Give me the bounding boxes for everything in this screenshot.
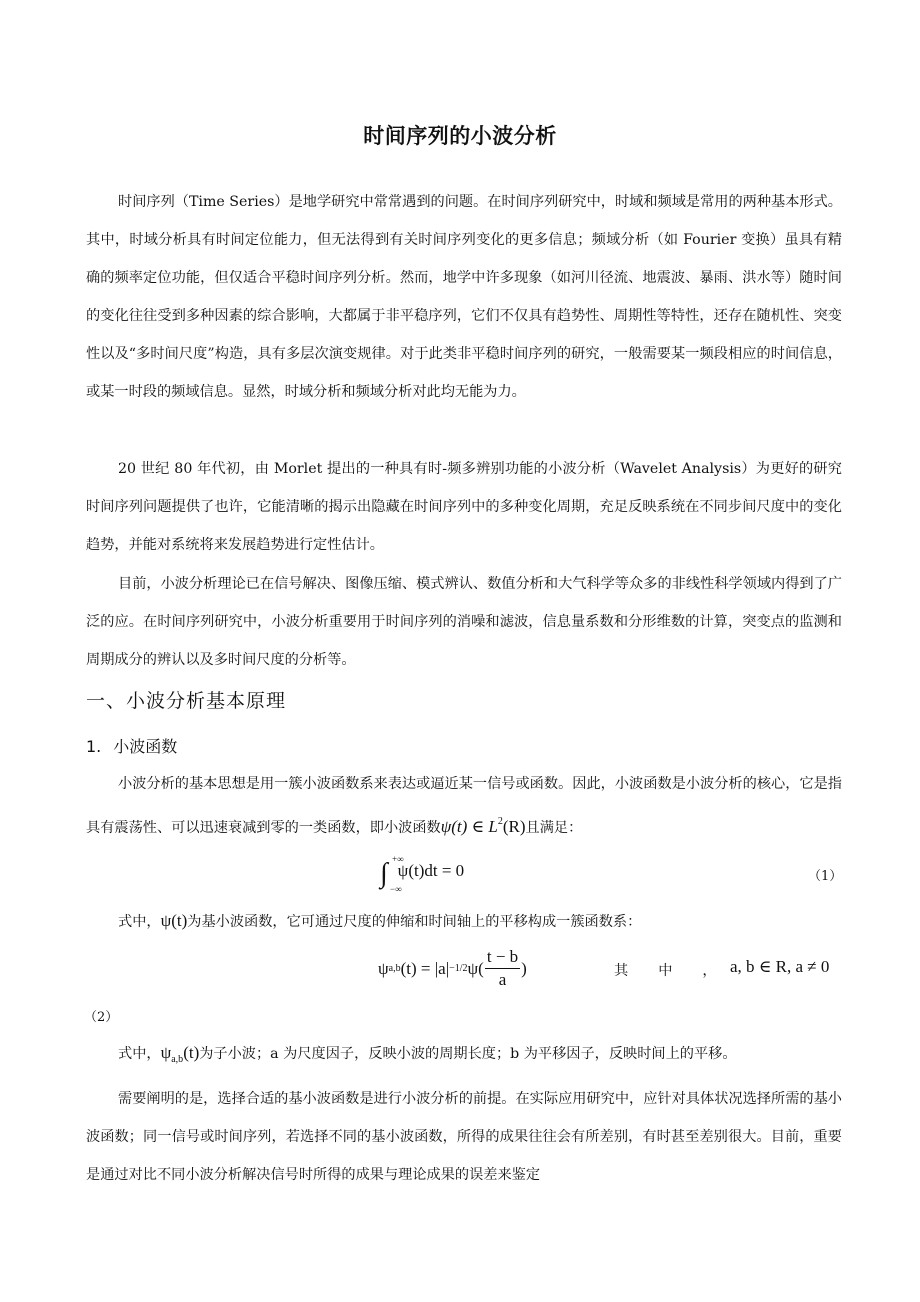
paragraph-choosing-wavelet: 需要阐明的是，选择合适的基小波函数是进行小波分析的前提。在实际应用研究中，应针对具体状况选择所需的基小波函数；同一信号或时间序列，若选择不同的基小波函数，所得的成果往往会有所差别，有时甚至差别很大。目前，重要是通过对比不同小波分析解决信号时所得的成果与理论成果的误差来鉴定 <box>86 1091 842 1183</box>
subsection-heading <box>86 734 177 757</box>
section-heading: 一、小波分析基本原理 <box>86 690 287 712</box>
paragraph-text: 式中， <box>118 914 161 930</box>
formula-exponent: −1/2 <box>449 963 468 974</box>
formula-psi: ψ <box>160 1043 172 1062</box>
fraction-numerator: t − b <box>485 946 520 969</box>
formula-text: ψ(t) ∈ L <box>440 817 498 836</box>
equation-2 <box>378 946 527 991</box>
where-text: 其 <box>614 963 629 979</box>
integral-sign: ∫ +∞ −∞ <box>380 854 404 894</box>
paragraph-text: 式中， <box>118 1046 161 1062</box>
inline-formula-psi: ψ(t) <box>160 911 188 930</box>
fraction-denominator: a <box>498 970 507 989</box>
formula-text: (t) = |a| <box>400 958 450 978</box>
subsection-number: 1. <box>86 737 102 756</box>
formula-text: (t) <box>183 1043 200 1062</box>
equation-2-number: （2） <box>84 1010 119 1025</box>
inline-formula-psi-ab <box>160 1043 200 1065</box>
where-text: 中 <box>658 963 673 979</box>
equation-2-condition: a, b ∈ R, a ≠ 0 <box>730 957 830 976</box>
equation-2-where <box>614 960 747 980</box>
formula-subscript: a,b <box>388 963 401 974</box>
paragraph-text: 为子小波；a 为尺度因子，反映小波的周期长度；b 为平移因子，反映时间上的平移。 <box>199 1046 737 1062</box>
paragraph-child-wavelet <box>118 1043 737 1065</box>
paragraph-time-series-intro: 时间序列（Time Series）是地学研究中常常遇到的问题。在时间序列研究中，时域和频域是常用的两种基本形式。其中，时域分析具有时间定位能力，但无法得到有关时间序列变化的更多信息；频域分析（如 Fourier 变换）虽具有精确的频率定位功能，但仅适合平稳时间序列分析。然而，地学中许多现象（如河川径流、地震波、暴雨、洪水等）随时间的变化往往受到多种因素的综合影响，大都属于非平稳序列，它们不仅具有趋势性、周期性等特性，还存在随机性、突变性以及“多时间尺度”构造，具有多层次演变规律。对于此类非平稳时间序列的研究，一般需要某一频段相应的时间信息，或某一时段的频域信息。显然，时域分析和频域分析对此均无能为力。 <box>86 194 842 400</box>
document-title: 时间序列的小波分析 <box>363 124 557 148</box>
inline-formula-psi-l2 <box>441 817 526 836</box>
equation-1 <box>380 854 465 894</box>
formula-psi: ψ <box>378 958 389 978</box>
formula-text: (R) <box>502 817 526 836</box>
paragraph-text: 小波分析的基本思想是用一簇小波函数系来表达或逼近某一信号或函数。因此，小波函数是小波分析的核心，它是指具有震荡性、可以迅速衰减到零的一类函数，即小波函数 <box>86 776 842 836</box>
subsection-title: 小波函数 <box>113 737 178 756</box>
paragraph-base-wavelet <box>118 911 641 931</box>
formula-text: ) <box>521 958 527 978</box>
paragraph-wavelet-basics <box>86 765 842 847</box>
paragraph-morlet-history: 20 世纪 80 年代初，由 Morlet 提出的一种具有时-频多辨别功能的小波分析（Wavelet Analysis）为更好的研究时间序列问题提供了也许，它能清晰的揭示出隐藏在时间序列中的多种变化周期，充足反映系统在不同步间尺度中的变化趋势，并能对系统将来发展趋势进行定性估计。 <box>86 461 842 553</box>
integral-lower-limit: −∞ <box>390 884 402 894</box>
paragraph-text: 且满足： <box>525 820 583 836</box>
integral-upper-limit: +∞ <box>392 854 404 864</box>
paragraph-text: 为基小波函数，它可通过尺度的伸缩和时间轴上的平移构成一簇函数系： <box>187 914 642 930</box>
formula-superscript: 2 <box>497 816 503 827</box>
where-text: ， <box>702 963 717 979</box>
formula-fraction <box>485 946 520 991</box>
formula-subscript: a,b <box>171 1054 184 1065</box>
paragraph-applications: 目前，小波分析理论已在信号解决、图像压缩、模式辨认、数值分析和大气科学等众多的非线性科学领域内得到了广泛的应。在时间序列研究中，小波分析重要用于时间序列的消噪和滤波，信息量系数和分形维数的计算，突变点的监测和周期成分的辨认以及多时间尺度的分析等。 <box>86 576 842 668</box>
equation-1-body: ψ(t)dt = 0 <box>397 861 465 880</box>
equation-1-number: （1） <box>808 869 843 884</box>
formula-text: ψ( <box>467 958 484 978</box>
